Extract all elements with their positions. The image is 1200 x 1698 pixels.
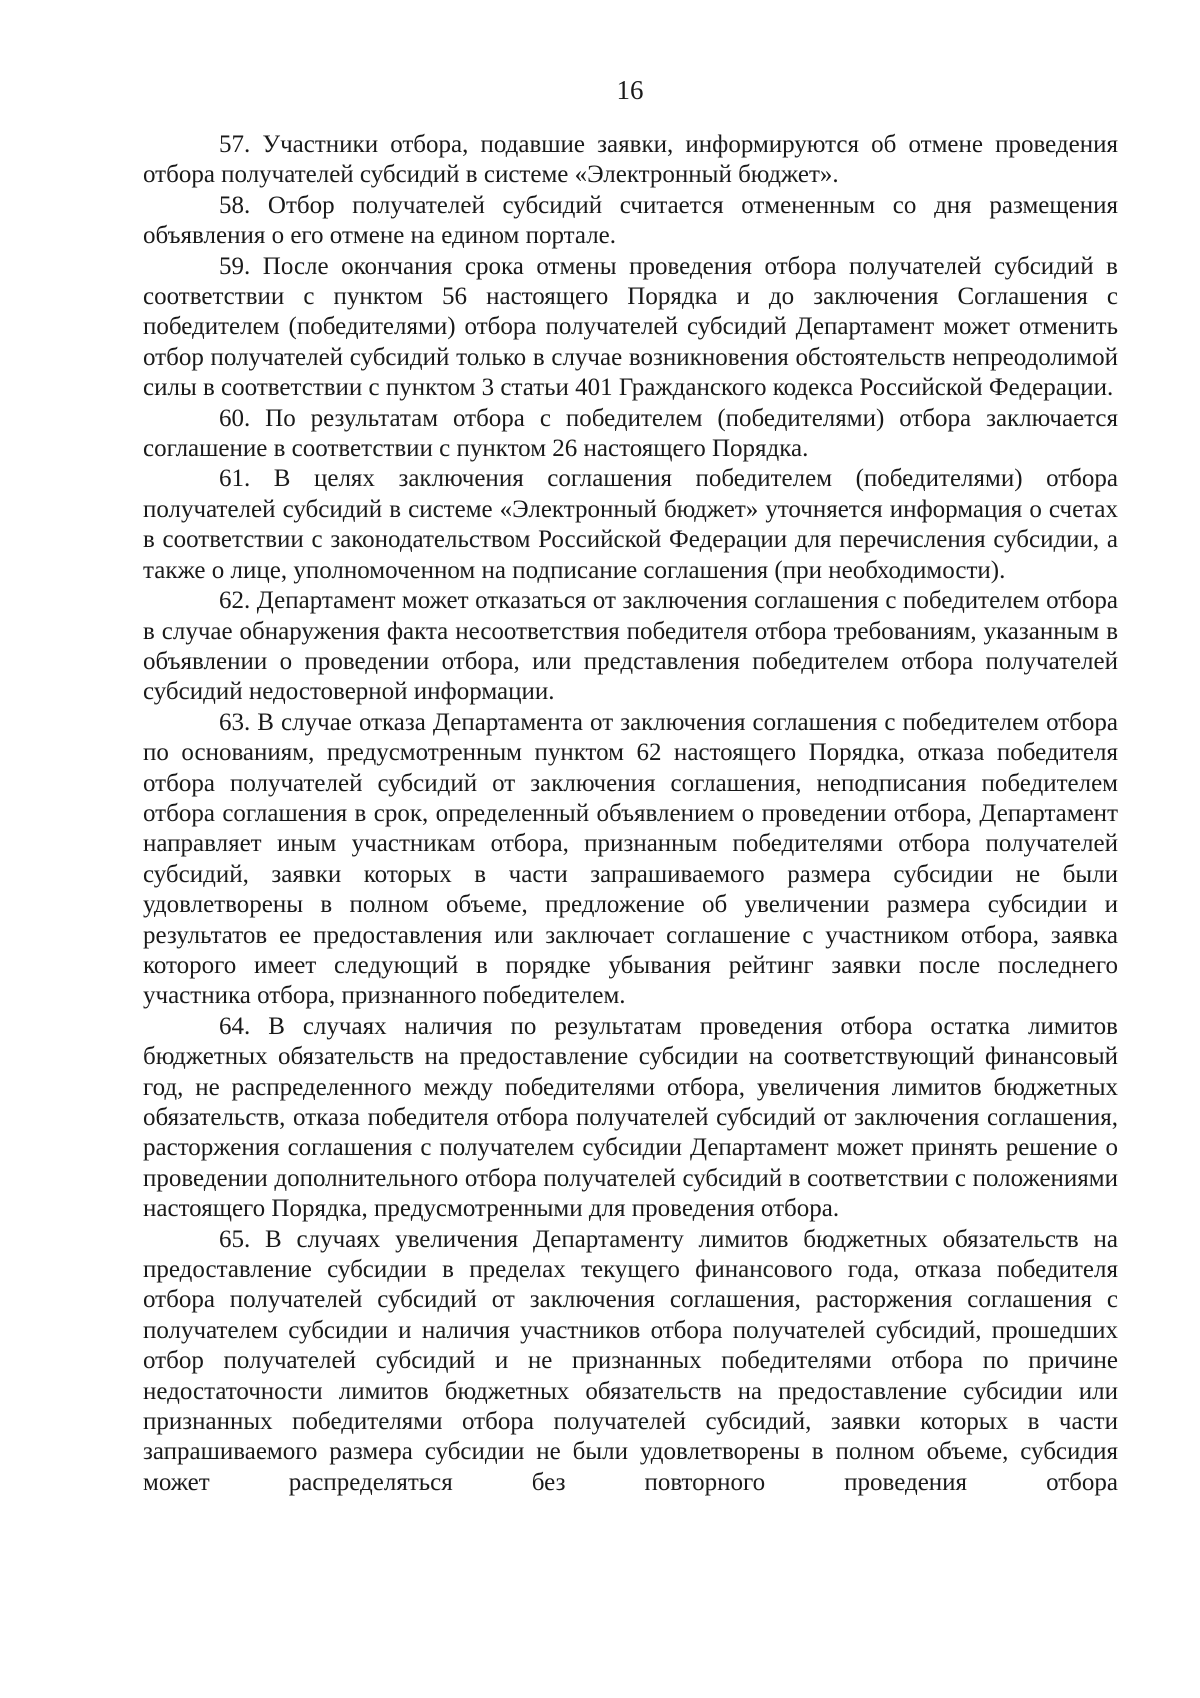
paragraph-62: 62. Департамент может отказаться от заключения соглашения с победителем отбора в случае обнаружения факта несоответствия победителя отбора требованиям, указанным в объявлении о проведении отбора, или представления победителем отбора получателей субсидий недостоверной информации.	[143, 587, 1118, 706]
paragraph-64: 64. В случаях наличия по результатам проведения отбора остатка лимитов бюджетных обязательств на предоставление субсидии на соответствующий финансовый год, не распределенного между победителями отбора, увеличения лимитов бюджетных обязательств, отказа победителя отбора получателей субсидий от заключения соглашения, расторжения соглашения с получателем субсидии Департамент может принять решение о проведении дополнительного отбора получателей субсидий в соответствии с положениями настоящего Порядка, предусмотренными для проведения отбора.	[143, 1012, 1118, 1223]
paragraph-58: 58. Отбор получателей субсидий считается отмененным со дня размещения объявления о его отмене на едином портале.	[143, 191, 1118, 250]
paragraph-63: 63. В случае отказа Департамента от заключения соглашения с победителем отбора по основаниям, предусмотренным пунктом 62 настоящего Порядка, отказа победителя отбора получателей субсидий от заключения соглашения, неподписания победителем отбора соглашения в срок, определенный объявлением о проведении отбора, Департамент направляет иным участникам отбора, признанным победителями отбора получателей субсидий, заявки которых в части запрашиваемого размера субсидии не были удовлетворены в полном объеме, предложение об увеличении размера субсидии и результатов ее предоставления или заключает соглашение с участником отбора, заявка которого имеет следующий в порядке убывания рейтинг заявки после последнего участника отбора, признанного победителем.	[143, 708, 1118, 1010]
paragraph-57: 57. Участники отбора, подавшие заявки, информируются об отмене проведения отбора получателей субсидий в системе «Электронный бюджет».	[143, 131, 1118, 189]
document-body	[143, 130, 1118, 1498]
paragraph-61: 61. В целях заключения соглашения победителем (победителями) отбора получателей субсидий в системе «Электронный бюджет» уточняется информация о счетах в соответствии с законодательством Российской Федерации для перечисления субсидии, а также о лице, уполномоченном на подписание соглашения (при необходимости).	[143, 465, 1118, 584]
page-number: 16	[616, 75, 644, 105]
paragraph-65: 65. В случаях увеличения Департаменту лимитов бюджетных обязательств на предоставление субсидии в пределах текущего финансового года, отказа победителя отбора получателей субсидий от заключения соглашения, расторжения соглашения с получателем субсидии и наличия участников отбора получателей субсидий, прошедших отбор получателей субсидий и не признанных победителями отбора по причине недостаточности лимитов бюджетных обязательств на предоставление субсидии или признанных победителями отбора получателей субсидий, заявки которых в части запрашиваемого размера субсидии не были удовлетворены в полном объеме, субсидия может распределяться без повторного проведения отбора	[143, 1225, 1118, 1496]
paragraph-59: 59. После окончания срока отмены проведения отбора получателей субсидий в соответствии с пунктом 56 настоящего Порядка и до заключения Соглашения с победителем (победителями) отбора получателей субсидий Департамент может отменить отбор получателей субсидий только в случае возникновения обстоятельств непреодолимой силы в соответствии с пунктом 3 статьи 401 Гражданского кодекса Российской Федерации.	[143, 252, 1118, 402]
paragraph-60: 60. По результатам отбора с победителем (победителями) отбора заключается соглашение в соответствии с пунктом 26 настоящего Порядка.	[143, 404, 1118, 463]
